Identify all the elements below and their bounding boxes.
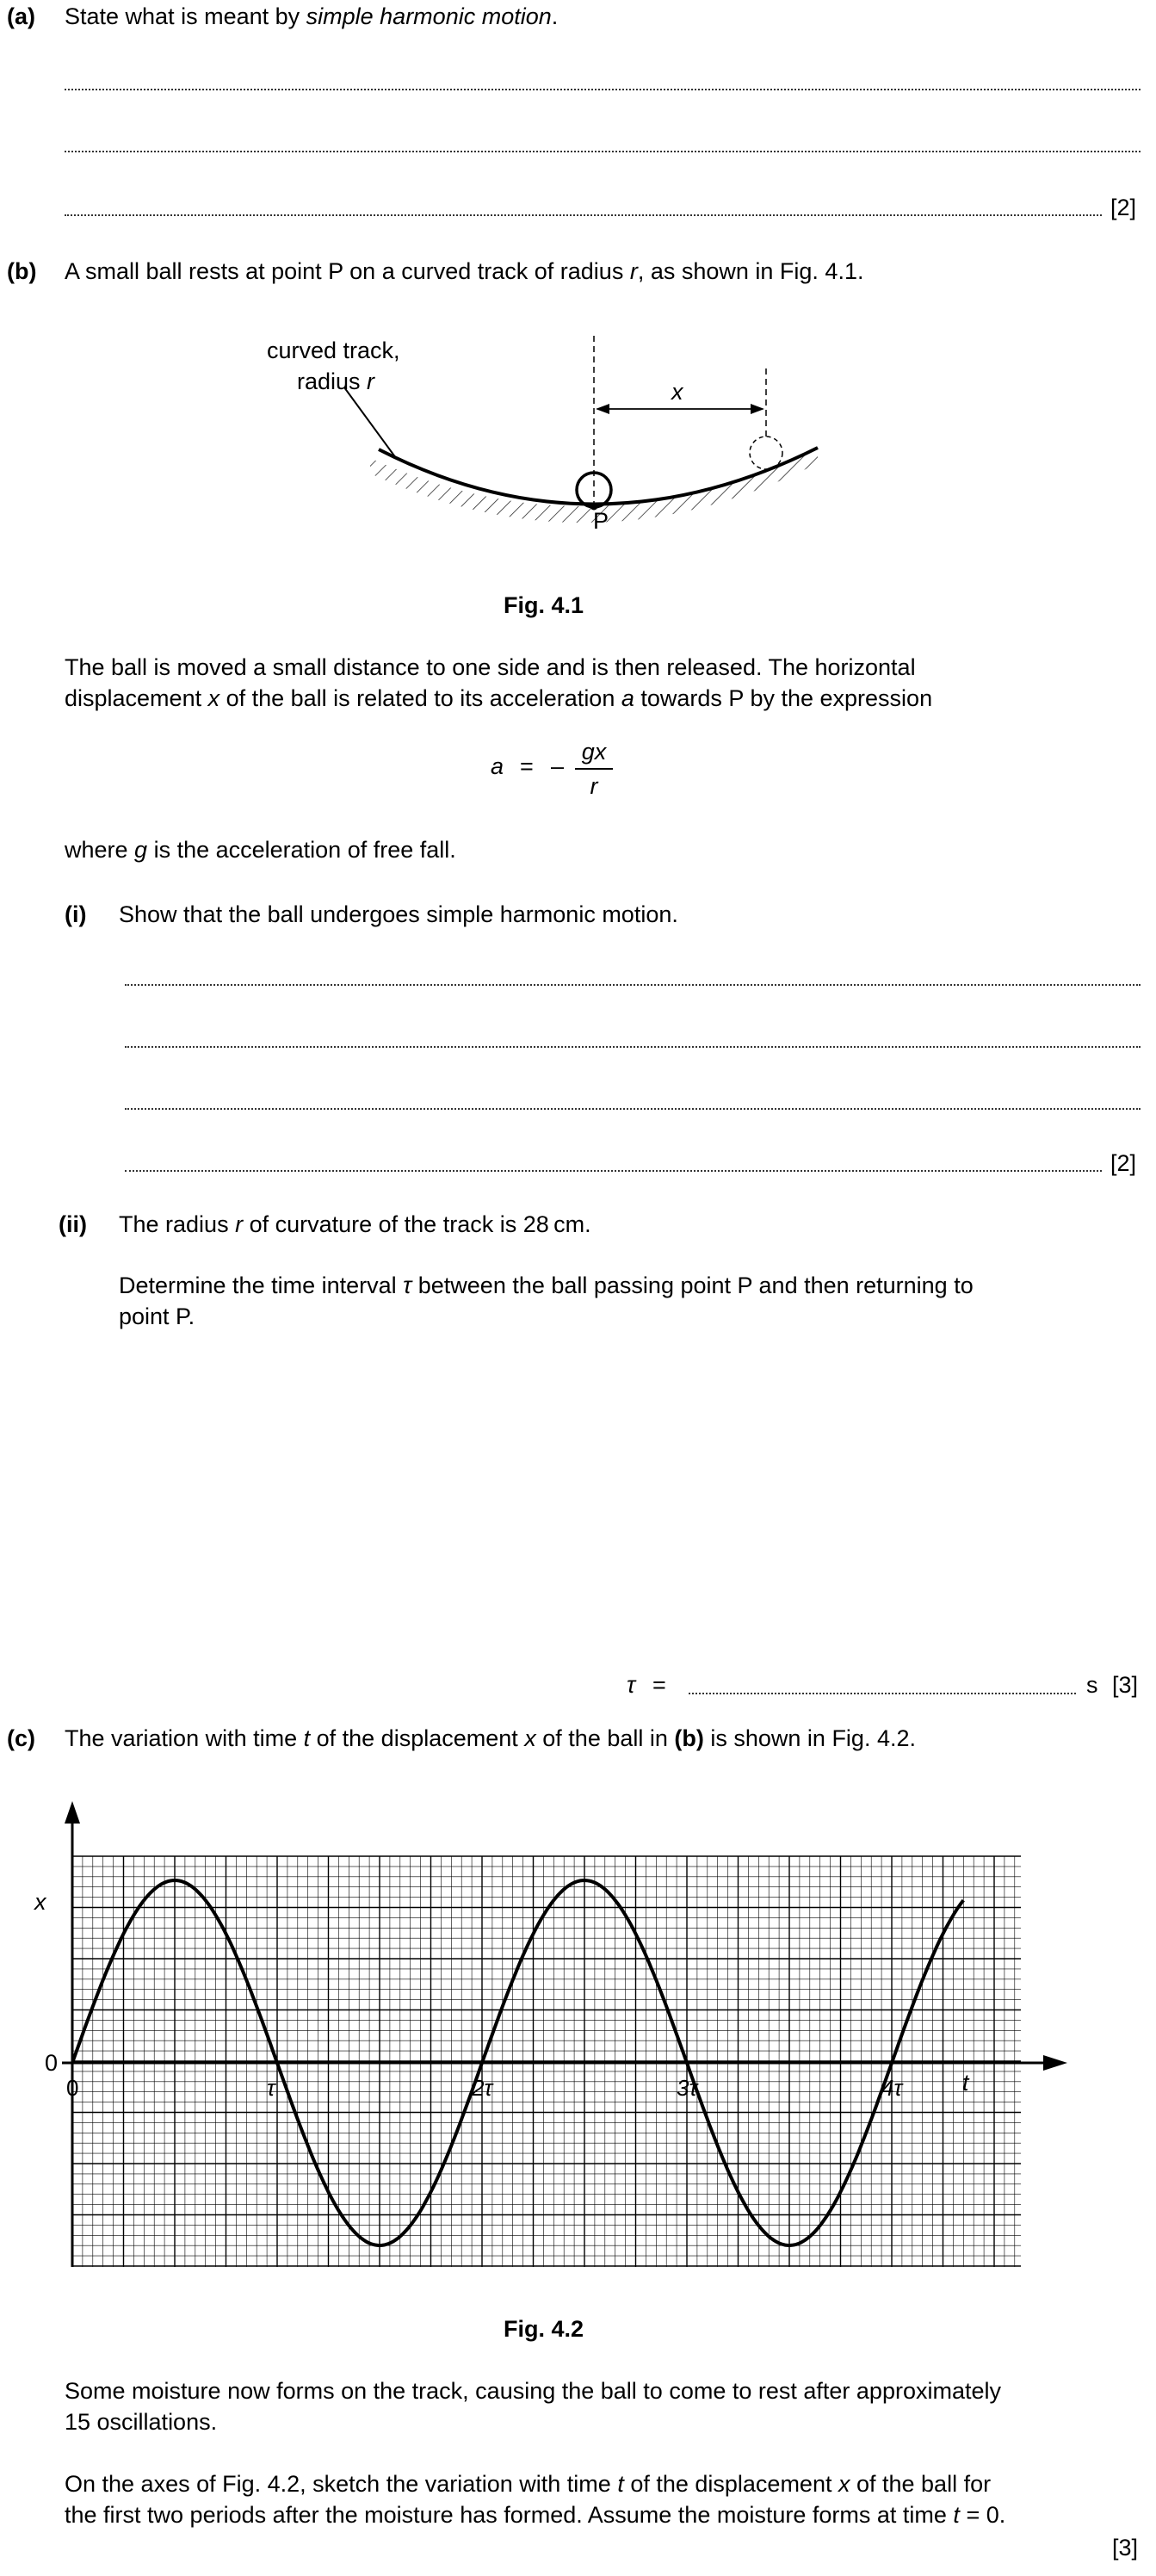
track-label-line-1: curved track,	[267, 337, 400, 363]
eq-lhs: a	[491, 753, 504, 779]
y-axis-arrowhead	[65, 1801, 80, 1824]
part-i-question: Show that the ball undergoes simple harmonic motion.	[119, 901, 678, 927]
track-label-line-2: radius r	[297, 368, 375, 394]
x-label: x	[671, 379, 683, 405]
part-ii-text-2b: point P.	[119, 1303, 195, 1329]
answer-line[interactable]	[125, 984, 1141, 986]
part-ii-label: (ii)	[59, 1211, 87, 1237]
x-axis-label: t	[962, 2070, 969, 2096]
c-text-1a: Some moisture now forms on the track, causing the ball to come to rest after approximately	[65, 2378, 1001, 2404]
b-where-text: where g is the acceleration of free fall.	[65, 837, 456, 863]
x-tick-label: 4τ	[881, 2075, 903, 2101]
b-text-line-1: The ball is moved a small distance to one side and is then released. The horizontal	[65, 654, 916, 680]
track-leader-line	[344, 387, 396, 458]
marks-b-ii: [3]	[1112, 1672, 1139, 1698]
x-tick-label: τ	[267, 2075, 275, 2101]
tau-answer-equals: =	[652, 1672, 666, 1698]
fig-4-1-caption: Fig. 4.1	[504, 592, 584, 618]
arrowhead-left	[596, 404, 609, 414]
eq-minus: –	[551, 753, 565, 779]
tau-answer-line[interactable]	[689, 1693, 1076, 1694]
part-ii-text-2a: Determine the time interval τ between the ball passing point P and then returning to	[119, 1273, 974, 1298]
answer-line[interactable]	[65, 89, 1141, 90]
part-ii-text-1: The radius r of curvature of the track is 28 cm.	[119, 1211, 591, 1237]
tau-unit: s	[1086, 1672, 1098, 1698]
tau-answer-symbol: τ	[627, 1672, 636, 1698]
c-text-2a: On the axes of Fig. 4.2, sketch the variation with time t of the displacement x of the ball for	[65, 2471, 992, 2497]
y-axis-label: x	[34, 1889, 46, 1915]
marks-a: [2]	[1110, 195, 1137, 220]
fig-4-2-caption: Fig. 4.2	[504, 2316, 584, 2342]
arrowhead-right	[751, 404, 764, 414]
eq-equals: =	[520, 753, 534, 779]
part-a-question: State what is meant by simple harmonic motion.	[65, 3, 559, 29]
x-axis-arrowhead	[1043, 2055, 1067, 2071]
marks-b-i: [2]	[1110, 1150, 1137, 1176]
c-text-2b: the first two periods after the moisture has formed. Assume the moisture forms at time t = 0.	[65, 2502, 1006, 2528]
x-tick-label: 3τ	[677, 2075, 698, 2101]
answer-line[interactable]	[125, 1170, 1102, 1172]
x-tick-label: 2τ	[472, 2075, 493, 2101]
y-tick-label: 0	[45, 2050, 59, 2076]
eq-fraction-bar	[575, 768, 613, 770]
x-tick-label: 0	[66, 2075, 79, 2101]
eq-denominator: r	[590, 773, 598, 799]
part-c-label: (c)	[7, 1725, 35, 1751]
fig-4-2-graph[interactable]	[0, 1782, 1156, 2282]
answer-line[interactable]	[125, 1108, 1141, 1110]
c-text-1b: 15 oscillations.	[65, 2409, 218, 2435]
answer-line[interactable]	[65, 151, 1141, 152]
marks-c: [3]	[1112, 2535, 1139, 2561]
eq-numerator: gx	[581, 739, 607, 765]
b-text-line-2: displacement x of the ball is related to its acceleration a towards P by the expression	[65, 685, 933, 711]
part-c-intro: The variation with time t of the displacement x of the ball in (b) is shown in Fig. 4.2.	[65, 1725, 916, 1751]
part-a-label: (a)	[7, 3, 35, 29]
fig-4-1-diagram	[0, 310, 1156, 542]
part-i-label: (i)	[65, 901, 87, 927]
answer-line[interactable]	[65, 214, 1102, 216]
part-b-intro: A small ball rests at point P on a curved track of radius r, as shown in Fig. 4.1.	[65, 258, 864, 284]
answer-line[interactable]	[125, 1046, 1141, 1048]
p-label: P	[593, 508, 609, 534]
part-b-label: (b)	[7, 258, 37, 284]
